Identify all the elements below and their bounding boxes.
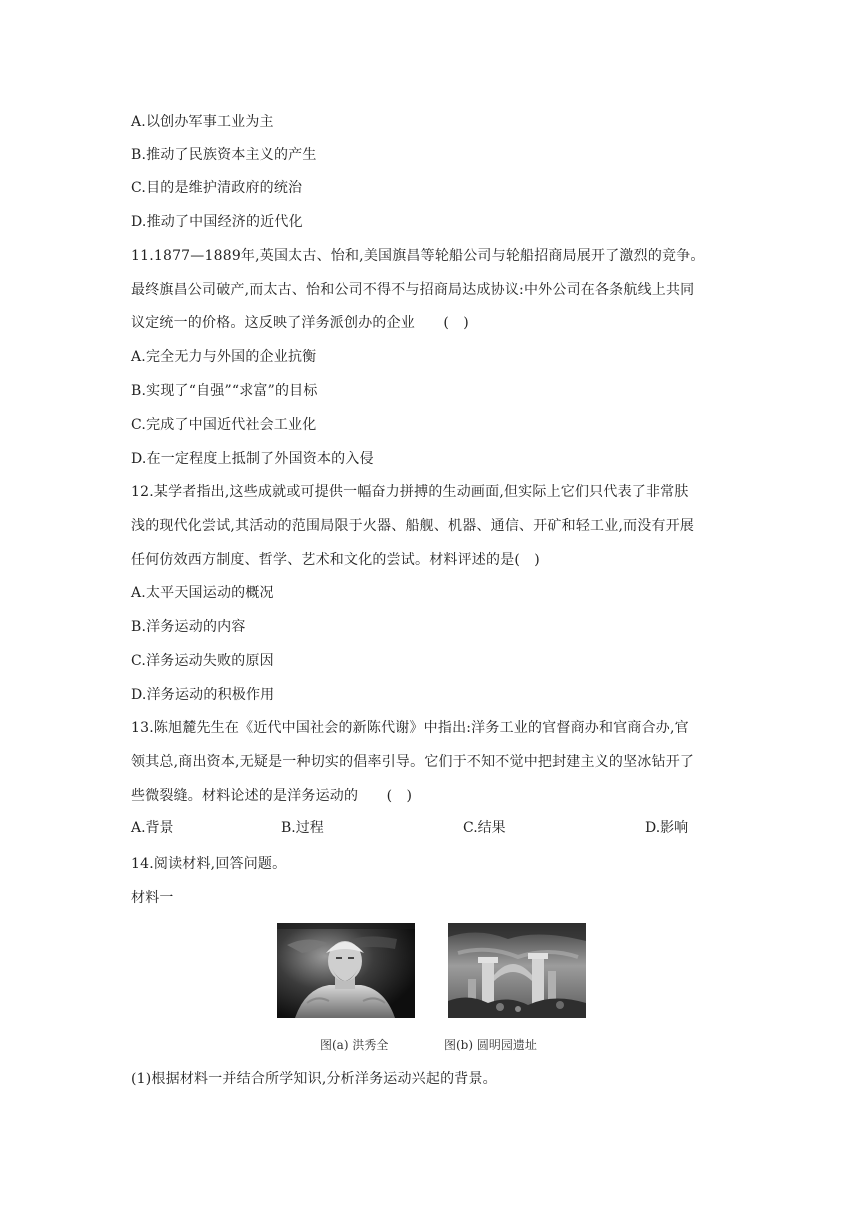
q12-stem-line: 任何仿效西方制度、哲学、艺术和文化的尝试。材料评述的是( ) [131,552,540,568]
q10-option-d: D.推动了中国经济的近代化 [131,214,303,230]
figure-a-image [277,923,415,1018]
q11-option-a: A.完全无力与外国的企业抗衡 [131,349,317,365]
q14-subquestion-1: (1)根据材料一并结合所学知识,分析洋务运动兴起的背景。 [131,1071,497,1087]
figure-b-caption: 图(b) 圆明园遗址 [444,1038,537,1052]
q12-option-a: A.太平天国运动的概况 [131,585,274,601]
figure-a-caption: 图(a) 洪秀全 [320,1038,389,1052]
q14-stem: 14.阅读材料,回答问题。 [131,856,287,872]
material-figures [277,923,587,1018]
q13-option-b: B.过程 [281,820,324,836]
q11-stem-line: 议定统一的价格。这反映了洋务派创办的企业 ( ) [131,315,469,331]
q11-stem-line: 最终旗昌公司破产,而太古、怡和公司不得不与招商局达成协议:中外公司在各条航线上共同 [131,282,695,298]
q13-stem-line: 领其总,商出资本,无疑是一种切实的倡率引导。它们于不知不觉中把封建主义的坚冰钻开了 [131,754,695,770]
q10-option-b: B.推动了民族资本主义的产生 [131,147,317,163]
q11-option-d: D.在一定程度上抵制了外国资本的入侵 [131,451,374,467]
q12-option-b: B.洋务运动的内容 [131,619,246,635]
q12-option-c: C.洋务运动失败的原因 [131,653,274,669]
q12-stem-line: 浅的现代化尝试,其活动的范围局限于火器、船舰、机器、通信、开矿和轻工业,而没有开展 [131,518,695,534]
q14-material-label: 材料一 [131,890,174,906]
q13-options [131,818,731,840]
q13-option-d: D.影响 [645,820,689,836]
q13-stem-line: 些微裂缝。材料论述的是洋务运动的 ( ) [131,788,413,804]
q11-stem-line: 11.1877—1889年,英国太古、怡和,美国旗昌等轮船公司与轮船招商局展开了激烈的竞争。 [131,248,705,264]
q13-option-a: A.背景 [131,820,174,836]
q11-option-b: B.实现了“自强”“求富”的目标 [131,383,318,399]
q10-option-a: A.以创办军事工业为主 [131,114,274,130]
q11-option-c: C.完成了中国近代社会工业化 [131,417,317,433]
q13-option-c: C.结果 [463,820,506,836]
figure-b-image [448,923,586,1018]
q13-stem-line: 13.陈旭麓先生在《近代中国社会的新陈代谢》中指出:洋务工业的官督商办和官商合办,官 [131,720,689,736]
q12-option-d: D.洋务运动的积极作用 [131,687,275,703]
q10-option-c: C.目的是维护清政府的统治 [131,180,303,196]
q12-stem-line: 12.某学者指出,这些成就或可提供一幅奋力拼搏的生动画面,但实际上它们只代表了非常肤 [131,484,689,500]
